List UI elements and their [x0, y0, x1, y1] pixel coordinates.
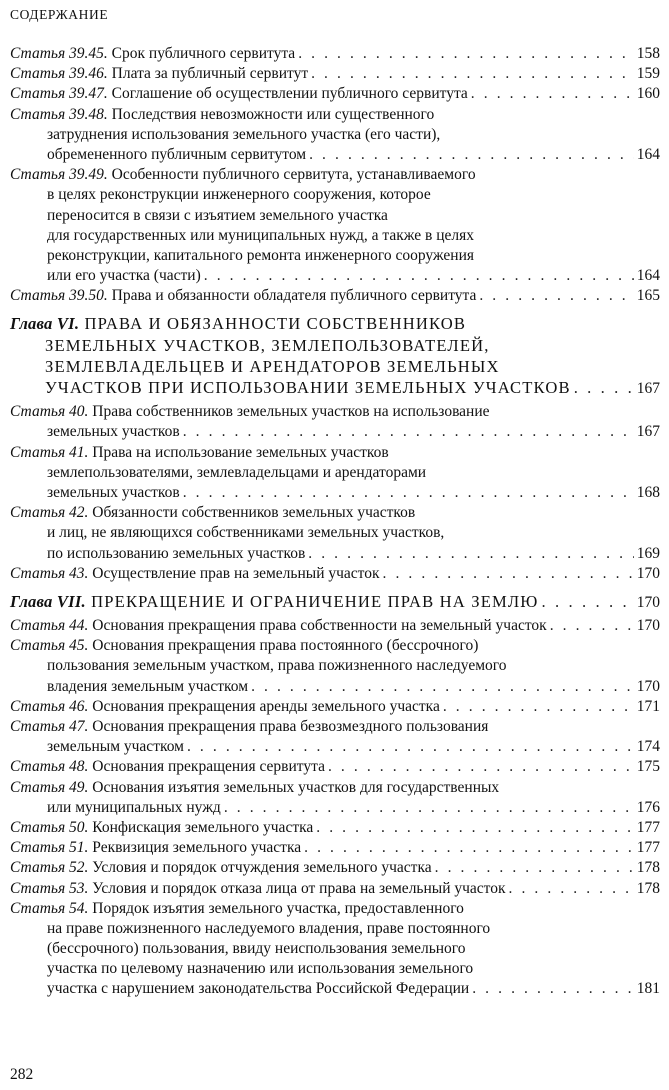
- toc-entry[interactable]: [10, 64, 660, 84]
- article-title-text: Основания изъятия земельных участков для государственных: [92, 778, 500, 796]
- article-title-text: Обязанности собственников земельных участков: [92, 504, 416, 522]
- toc-line-text: [47, 227, 474, 244]
- article-title-text: в целях реконструкции инженерного сооружения, которое: [47, 186, 431, 204]
- toc-line: [10, 105, 660, 125]
- toc-line-text: [47, 960, 473, 977]
- page-ref: 169: [636, 544, 660, 562]
- toc-line: [10, 463, 660, 483]
- article-title-text: Реквизиция земельного участка: [92, 839, 302, 857]
- toc-line: [10, 523, 660, 543]
- toc-entry[interactable]: [10, 402, 660, 442]
- toc-line-text: [47, 207, 388, 224]
- toc-line-text: [45, 336, 490, 355]
- toc-line-text: [10, 106, 434, 123]
- toc-line-text: [47, 940, 466, 957]
- chapter-title-text: УЧАСТКОВ ПРИ ИСПОЛЬЗОВАНИИ ЗЕМЕЛЬНЫХ УЧАСТКОВ: [45, 378, 571, 397]
- article-label: Статья 54.: [10, 899, 89, 917]
- dot-leader: [298, 44, 634, 64]
- page-ref: 178: [636, 879, 660, 897]
- toc-line-text: [10, 718, 488, 735]
- dot-leader: [328, 757, 634, 777]
- toc-line-text: [10, 616, 547, 636]
- toc-line-text: [45, 357, 500, 376]
- toc-line-text: [10, 64, 308, 84]
- toc-line-text: [10, 838, 301, 858]
- toc-line: [10, 544, 660, 564]
- toc-line-text: [47, 544, 305, 564]
- toc-line-text: [47, 524, 444, 541]
- toc-line-text: [10, 879, 506, 899]
- toc-entry[interactable]: [10, 717, 660, 757]
- dot-leader: [471, 84, 634, 104]
- toc-line: [10, 838, 660, 858]
- toc-line-text: [47, 186, 431, 203]
- toc-line: [10, 798, 660, 818]
- article-title-text: по использованию земельных участков: [47, 544, 306, 562]
- article-title-text: Плата за публичный сервитут: [111, 65, 309, 83]
- toc-line: [10, 919, 660, 939]
- dot-leader: [472, 979, 634, 999]
- dot-leader: [383, 564, 634, 584]
- dot-leader: [308, 544, 633, 564]
- toc-entry[interactable]: [10, 757, 660, 777]
- page-ref: 177: [636, 839, 660, 857]
- toc-line: [10, 443, 660, 463]
- dot-leader: [187, 737, 634, 757]
- article-title-text: Основания прекращения аренды земельного участка: [92, 697, 440, 715]
- article-label: Статья 48.: [10, 758, 89, 776]
- toc-line-text: [10, 900, 464, 917]
- toc-entry[interactable]: [10, 778, 660, 818]
- toc-line: [10, 313, 660, 334]
- toc-line: [10, 483, 660, 503]
- page-ref: 174: [636, 738, 660, 756]
- toc-line-text: [10, 314, 466, 333]
- dot-leader: [479, 286, 633, 306]
- article-label: Статья 43.: [10, 564, 89, 582]
- toc-entry[interactable]: [10, 443, 660, 504]
- chapter-heading[interactable]: [10, 313, 660, 398]
- toc-line: [10, 656, 660, 676]
- toc-line-text: [47, 657, 506, 674]
- chapter-title-text: ПРАВА И ОБЯЗАННОСТИ СОБСТВЕННИКОВ: [84, 314, 467, 334]
- toc-entry[interactable]: [10, 105, 660, 166]
- toc-line: [10, 246, 660, 266]
- chapter-title-text: ЗЕМЕЛЬНЫХ УЧАСТКОВ, ЗЕМЛЕПОЛЬЗОВАТЕЛЕЙ,: [45, 335, 490, 355]
- article-title-text: (бессрочного) пользования, ввиду неиспользования земельного: [47, 940, 466, 958]
- toc-line: [10, 335, 660, 356]
- toc-line: [10, 185, 660, 205]
- toc-line: [10, 939, 660, 959]
- toc-entry[interactable]: [10, 286, 660, 306]
- dot-leader: [316, 818, 633, 838]
- page-ref: 170: [636, 564, 660, 582]
- page-ref: 175: [636, 758, 660, 776]
- page-ref: 177: [636, 818, 660, 836]
- toc-line-text: [10, 591, 539, 612]
- chapter-label: Глава VII.: [10, 591, 86, 611]
- page-ref: 167: [636, 380, 660, 397]
- toc-entry[interactable]: [10, 879, 660, 899]
- article-title-text: Права и обязанности обладателя публичного сервитута: [111, 287, 477, 305]
- toc-line: [10, 145, 660, 165]
- toc-line-text: [45, 377, 571, 398]
- running-head: СОДЕРЖАНИЕ: [10, 7, 109, 22]
- page-number: 282: [10, 1066, 34, 1083]
- dot-leader: [542, 591, 634, 612]
- page-ref: 167: [636, 423, 660, 441]
- toc-line-text: [10, 818, 313, 838]
- article-title-text: пользования земельным участком, права пожизненного наследуемого: [47, 657, 507, 675]
- toc-line-text: [47, 126, 440, 143]
- article-title-text: Осуществление прав на земельный участок: [92, 564, 380, 582]
- toc-line-text: [47, 979, 469, 999]
- toc-entry[interactable]: [10, 84, 660, 104]
- article-title-text: затруднения использования земельного участка (его части),: [47, 125, 441, 143]
- toc-line-text: [10, 697, 440, 717]
- article-title-text: Особенности публичного сервитута, устанавливаемого: [111, 166, 476, 184]
- toc-line-text: [10, 564, 380, 584]
- toc-line: [10, 616, 660, 636]
- toc-line-text: [10, 858, 432, 878]
- article-label: Статья 40.: [10, 403, 89, 421]
- page-ref: 160: [636, 85, 660, 103]
- page-ref: 158: [636, 45, 660, 62]
- toc-line-text: [10, 504, 415, 521]
- toc-entry[interactable]: [10, 636, 660, 697]
- article-title-text: обремененного публичным сервитутом: [47, 145, 307, 163]
- page-ref: 181: [636, 980, 660, 998]
- article-label: Статья 50.: [10, 818, 89, 836]
- toc-entry[interactable]: [10, 858, 660, 878]
- toc-line-text: [47, 247, 474, 264]
- toc-entry[interactable]: [10, 818, 660, 838]
- toc-line-text: [47, 422, 180, 442]
- page-ref: 170: [636, 593, 660, 611]
- toc-line: [10, 356, 660, 377]
- article-title-text: участка с нарушением законодательства Российской Федерации: [47, 980, 470, 998]
- toc-line: [10, 206, 660, 226]
- toc-line: [10, 84, 660, 104]
- article-title-text: Основания прекращения права безвозмездного пользования: [92, 718, 489, 735]
- article-label: Статья 41.: [10, 443, 89, 461]
- dot-leader: [443, 697, 634, 717]
- toc-line-text: [10, 286, 476, 306]
- toc-line: [10, 564, 660, 584]
- article-title-text: или муниципальных нужд: [47, 798, 221, 816]
- toc-entry[interactable]: [10, 165, 660, 286]
- page-ref: 164: [636, 267, 660, 285]
- toc-line: [10, 422, 660, 442]
- toc-line-text: [47, 483, 180, 503]
- article-label: Статья 47.: [10, 718, 89, 735]
- toc-line-text: [10, 84, 468, 104]
- article-label: Статья 39.49.: [10, 166, 108, 184]
- chapter-heading[interactable]: [10, 591, 660, 612]
- article-title-text: Права собственников земельных участков на использование: [92, 403, 490, 421]
- toc-line: [10, 591, 660, 612]
- article-title-text: Конфискация земельного участка: [92, 818, 314, 836]
- toc-entry[interactable]: [10, 899, 660, 1000]
- article-title-text: Основания прекращения права постоянного (бессрочного): [92, 637, 479, 655]
- article-label: Статья 49.: [10, 778, 89, 796]
- article-title-text: и лиц, не являющихся собственниками земельных участков,: [47, 524, 445, 542]
- article-title-text: Основания прекращения права собственности на земельный участок: [92, 617, 547, 635]
- article-title-text: или его участка (части): [47, 267, 201, 285]
- dot-leader: [224, 798, 634, 818]
- dot-leader: [251, 677, 634, 697]
- toc-line: [10, 402, 660, 422]
- toc-line: [10, 677, 660, 697]
- page-ref: 165: [636, 287, 660, 305]
- chapter-title-text: ЗЕМЛЕВЛАДЕЛЬЦЕВ И АРЕНДАТОРОВ ЗЕМЕЛЬНЫХ: [45, 356, 500, 376]
- toc-line: [10, 165, 660, 185]
- toc-entry[interactable]: [10, 838, 660, 858]
- article-label: Статья 39.46.: [10, 65, 108, 83]
- toc-line: [10, 44, 660, 64]
- article-title-text: Права на использование земельных участков: [92, 443, 389, 461]
- article-label: Статья 46.: [10, 697, 89, 715]
- article-title-text: Условия и порядок отчуждения земельного участка: [92, 859, 432, 877]
- dot-leader: [509, 879, 634, 899]
- page-ref: 170: [636, 617, 660, 635]
- article-title-text: для государственных или муниципальных нужд, а также в целях: [47, 226, 475, 244]
- toc-line: [10, 64, 660, 84]
- dot-leader: [574, 377, 634, 398]
- toc-line: [10, 286, 660, 306]
- toc-line: [10, 737, 660, 757]
- toc-line-text: [47, 737, 184, 757]
- toc-entry[interactable]: [10, 616, 660, 636]
- page-ref: 178: [636, 859, 660, 877]
- toc-line: [10, 959, 660, 979]
- page-ref: 159: [636, 65, 660, 83]
- article-title-text: земельным участком: [47, 738, 184, 756]
- dot-leader: [183, 422, 634, 442]
- toc-line: [10, 879, 660, 899]
- toc-line-text: [47, 145, 306, 165]
- page-ref: 164: [636, 145, 660, 163]
- dot-leader: [309, 145, 634, 165]
- toc-line-text: [10, 444, 389, 461]
- article-title-text: на праве пожизненного наследуемого владения, праве постоянного: [47, 919, 491, 937]
- article-title-text: участка по целевому назначению или использования земельного: [47, 960, 474, 978]
- article-title-text: Последствия невозможности или существенного: [111, 105, 435, 123]
- toc-line-text: [47, 798, 221, 818]
- toc-entry[interactable]: [10, 564, 660, 584]
- page-ref: 170: [636, 677, 660, 695]
- article-title-text: земельных участков: [47, 423, 180, 441]
- chapter-label: Глава VI.: [10, 314, 80, 334]
- article-label: Статья 39.47.: [10, 85, 108, 103]
- toc-line: [10, 697, 660, 717]
- dot-leader: [550, 616, 634, 636]
- page-ref: 168: [636, 483, 660, 501]
- toc-entry[interactable]: [10, 44, 660, 64]
- toc-line-text: [47, 266, 201, 286]
- toc-line-text: [47, 677, 248, 697]
- toc-line-text: [10, 166, 476, 183]
- toc-line-text: [10, 44, 295, 64]
- page-ref: 171: [636, 697, 660, 715]
- toc-entry[interactable]: [10, 697, 660, 717]
- article-label: Статья 53.: [10, 879, 89, 897]
- article-title-text: земельных участков: [47, 483, 180, 501]
- article-title-text: Соглашение об осуществлении публичного сервитута: [111, 85, 468, 103]
- toc-entry[interactable]: [10, 503, 660, 564]
- chapter-title-text: ПРЕКРАЩЕНИЕ И ОГРАНИЧЕНИЕ ПРАВ НА ЗЕМЛЮ: [91, 591, 539, 611]
- article-title-text: Срок публичного сервитута: [111, 45, 296, 62]
- article-label: Статья 44.: [10, 617, 89, 635]
- article-title-text: переносится в связи с изъятием земельного участка: [47, 206, 388, 224]
- toc-line: [10, 377, 660, 398]
- dot-leader: [304, 838, 634, 858]
- article-label: Статья 51.: [10, 839, 89, 857]
- article-title-text: Основания прекращения сервитута: [92, 758, 325, 776]
- toc-line: [10, 979, 660, 999]
- toc-line: [10, 125, 660, 145]
- toc-line: [10, 636, 660, 656]
- dot-leader: [435, 858, 634, 878]
- toc-line-text: [10, 757, 325, 777]
- toc-line: [10, 266, 660, 286]
- article-label: Статья 39.45.: [10, 45, 108, 62]
- article-title-text: реконструкции, капитального ремонта инженерного сооружения: [47, 246, 475, 264]
- article-title-text: Условия и порядок отказа лица от права на земельный участок: [92, 879, 506, 897]
- toc-line: [10, 899, 660, 919]
- dot-leader: [204, 266, 634, 286]
- toc-line: [10, 503, 660, 523]
- toc-line-text: [47, 920, 490, 937]
- toc-line: [10, 858, 660, 878]
- article-label: Статья 39.48.: [10, 105, 108, 123]
- toc-line-text: [10, 637, 478, 654]
- dot-leader: [183, 483, 634, 503]
- toc-line: [10, 757, 660, 777]
- toc-line-text: [10, 779, 499, 796]
- toc-line-text: [47, 464, 426, 481]
- dot-leader: [311, 64, 634, 84]
- article-label: Статья 42.: [10, 504, 89, 522]
- article-label: Статья 39.50.: [10, 287, 108, 305]
- article-title-text: Порядок изъятия земельного участка, предоставленного: [92, 899, 464, 917]
- article-label: Статья 52.: [10, 859, 89, 877]
- article-label: Статья 45.: [10, 637, 89, 655]
- page-ref: 176: [636, 798, 660, 816]
- toc-line: [10, 778, 660, 798]
- article-title-text: владения земельным участком: [47, 677, 249, 695]
- article-title-text: землепользователями, землевладельцами и арендаторами: [47, 463, 427, 481]
- toc-line: [10, 226, 660, 246]
- toc-line: [10, 818, 660, 838]
- toc-line-text: [10, 403, 490, 420]
- toc-line: [10, 717, 660, 737]
- table-of-contents: [10, 44, 660, 1000]
